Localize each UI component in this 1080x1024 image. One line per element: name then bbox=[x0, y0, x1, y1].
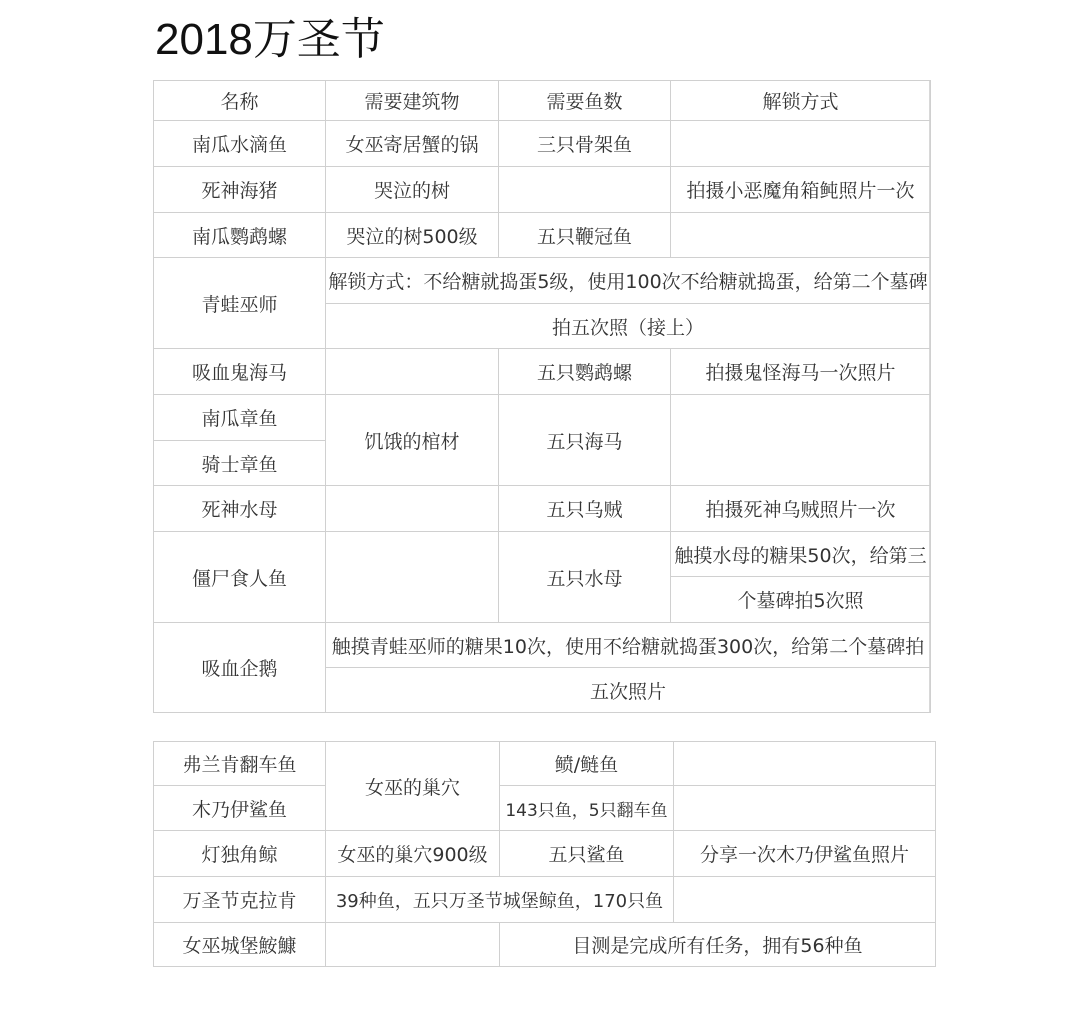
fish-name-cell: 南瓜鹦鹉螺 bbox=[154, 213, 326, 258]
fish-name-cell: 吸血鬼海马 bbox=[154, 349, 326, 395]
building-cell: 饥饿的棺材 bbox=[326, 395, 499, 486]
table-row bbox=[154, 349, 931, 395]
fish-name-cell: 女巫城堡鮟鱇 bbox=[154, 923, 326, 967]
table-row bbox=[154, 831, 936, 877]
fish-name-cell: 骑士章鱼 bbox=[154, 441, 326, 486]
fish-name-cell: 吸血企鹅 bbox=[154, 623, 326, 713]
building-cell bbox=[326, 486, 499, 532]
fish-count-cell: 五只鲨鱼 bbox=[500, 831, 674, 877]
fish-name-cell: 木乃伊鲨鱼 bbox=[154, 786, 326, 831]
unlock-cell bbox=[671, 121, 931, 167]
fish-count-cell: 五只鹦鹉螺 bbox=[499, 349, 671, 395]
table-row bbox=[154, 121, 931, 167]
building-cell: 女巫的巢穴900级 bbox=[326, 831, 500, 877]
building-cell: 女巫的巢穴 bbox=[326, 742, 500, 831]
table-row bbox=[154, 623, 931, 668]
merged-fish-unlock-cell: 目测是完成所有任务，拥有56种鱼 bbox=[500, 923, 936, 967]
fish-count-cell: 五只水母 bbox=[499, 532, 671, 623]
table-header-row bbox=[154, 81, 931, 121]
unlock-cell bbox=[674, 786, 936, 831]
merged-note-cell: 五次照片 bbox=[326, 668, 931, 713]
table-row bbox=[154, 486, 931, 532]
fish-name-cell: 灯独角鲸 bbox=[154, 831, 326, 877]
table-row bbox=[154, 532, 931, 577]
unlock-cell bbox=[671, 395, 931, 486]
halloween-fish-table-continued bbox=[153, 741, 936, 967]
unlock-cell bbox=[674, 742, 936, 786]
building-cell bbox=[326, 349, 499, 395]
table-row bbox=[154, 167, 931, 213]
fish-count-cell: 五只乌贼 bbox=[499, 486, 671, 532]
merged-note-cell: 触摸青蛙巫师的糖果10次，使用不给糖就捣蛋300次，给第二个墓碑拍 bbox=[326, 623, 931, 668]
merged-note-cell: 拍五次照（接上） bbox=[326, 304, 931, 349]
unlock-cell: 个墓碑拍5次照 bbox=[671, 577, 931, 623]
unlock-cell bbox=[674, 877, 936, 923]
header-building: 需要建筑物 bbox=[326, 81, 499, 121]
merged-note-cell: 解锁方式：不给糖就捣蛋5级，使用100次不给糖就捣蛋，给第二个墓碑 bbox=[326, 258, 931, 304]
unlock-cell bbox=[671, 213, 931, 258]
fish-name-cell: 万圣节克拉肯 bbox=[154, 877, 326, 923]
unlock-cell: 触摸水母的糖果50次，给第三 bbox=[671, 532, 931, 577]
fish-name-cell: 南瓜水滴鱼 bbox=[154, 121, 326, 167]
building-cell bbox=[326, 923, 500, 967]
fish-name-cell: 弗兰肯翻车鱼 bbox=[154, 742, 326, 786]
fish-name-cell: 青蛙巫师 bbox=[154, 258, 326, 349]
fish-count-cell: 五只鞭冠鱼 bbox=[499, 213, 671, 258]
fish-name-cell: 南瓜章鱼 bbox=[154, 395, 326, 441]
merged-building-fish-cell: 39种鱼，五只万圣节城堡鲸鱼，170只鱼 bbox=[326, 877, 674, 923]
table-row bbox=[154, 258, 931, 304]
table-row bbox=[154, 877, 936, 923]
fish-name-cell: 死神海猪 bbox=[154, 167, 326, 213]
fish-count-cell: 鲼/鲢鱼 bbox=[500, 742, 674, 786]
building-cell: 哭泣的树 bbox=[326, 167, 499, 213]
header-unlock-method: 解锁方式 bbox=[671, 81, 931, 121]
table-row bbox=[154, 213, 931, 258]
halloween-fish-table bbox=[153, 80, 931, 713]
table-row bbox=[154, 786, 936, 831]
header-name: 名称 bbox=[154, 81, 326, 121]
fish-count-cell: 五只海马 bbox=[499, 395, 671, 486]
fish-name-cell: 死神水母 bbox=[154, 486, 326, 532]
table-row bbox=[154, 742, 936, 786]
building-cell bbox=[326, 532, 499, 623]
unlock-cell: 分享一次木乃伊鲨鱼照片 bbox=[674, 831, 936, 877]
fish-count-cell: 三只骨架鱼 bbox=[499, 121, 671, 167]
table-row bbox=[154, 923, 936, 967]
unlock-cell: 拍摄鬼怪海马一次照片 bbox=[671, 349, 931, 395]
building-cell: 女巫寄居蟹的锅 bbox=[326, 121, 499, 167]
fish-name-cell: 僵尸食人鱼 bbox=[154, 532, 326, 623]
page-title: 2018万圣节 bbox=[155, 15, 385, 64]
fish-count-cell bbox=[499, 167, 671, 213]
building-cell: 哭泣的树500级 bbox=[326, 213, 499, 258]
header-fish-count: 需要鱼数 bbox=[499, 81, 671, 121]
unlock-cell: 拍摄小恶魔角箱鲀照片一次 bbox=[671, 167, 931, 213]
unlock-cell: 拍摄死神乌贼照片一次 bbox=[671, 486, 931, 532]
fish-count-cell: 143只鱼，5只翻车鱼 bbox=[500, 786, 674, 831]
table-row bbox=[154, 395, 931, 441]
